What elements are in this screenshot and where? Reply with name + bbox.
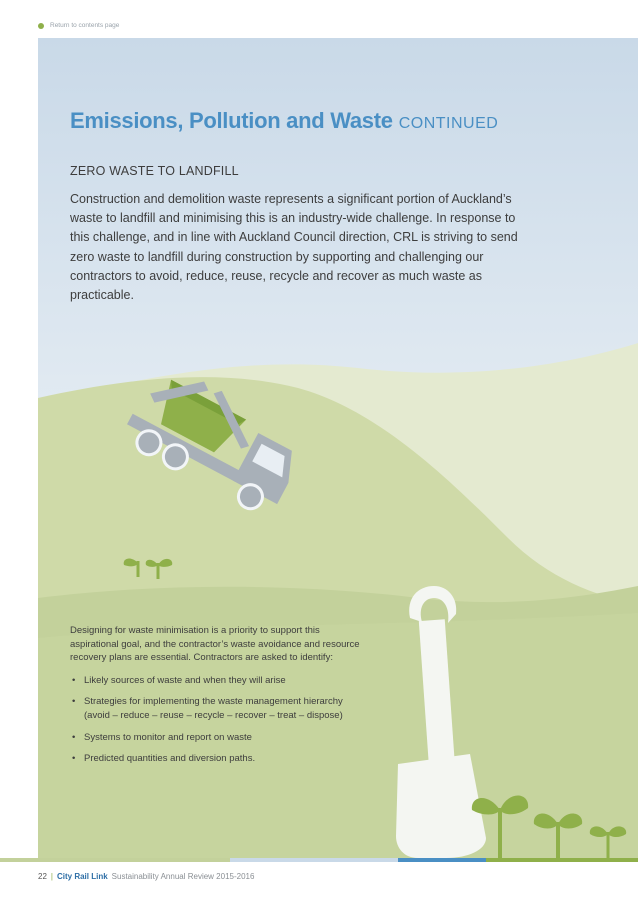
list-item <box>70 731 360 745</box>
bullet-dot-icon <box>38 23 44 29</box>
return-to-contents-link[interactable] <box>38 22 119 29</box>
details-paragraph: Designing for waste minimisation is a priority to support this aspirational goal, and the contractor’s waste avoidance and resource recovery plans are essential. Contractors are asked to identify: <box>70 625 360 664</box>
list-item-text: Predicted quantities and diversion paths. <box>84 753 256 765</box>
list-item <box>70 752 360 766</box>
return-link-label: Return to contents page <box>50 22 120 29</box>
footer-brand: City Rail Link <box>56 872 108 881</box>
list-item-text: Likely sources of waste and when they will arise <box>84 674 286 686</box>
title-continued: CONTINUED <box>398 115 499 132</box>
bullet-icon: • <box>72 753 76 765</box>
list-item-text: Systems to monitor and report on waste <box>84 731 252 743</box>
footer-color-bar <box>0 858 638 862</box>
content-panel <box>38 38 638 858</box>
bullet-icon: • <box>72 731 76 743</box>
bullet-icon: • <box>72 674 76 686</box>
page-footer <box>38 872 254 881</box>
footer-separator: | <box>50 872 53 881</box>
section-title <box>70 108 498 134</box>
bullet-icon: • <box>72 696 76 708</box>
details-block <box>70 624 360 774</box>
intro-paragraph: Construction and demolition waste represents a significant portion of Auckland’s waste to landfill and minimising this is an industry-wide challenge. In response to this challenge, and in line with Auckland Council direction, CRL is striving to send zero waste to landfill during construction by supporting and challenging our contractors to avoid, reduce, reuse, recycle and recover as much waste as practicable. <box>70 192 518 303</box>
footer-report-title: Sustainability Annual Review 2015-2016 <box>111 872 255 881</box>
title-main: Emissions, Pollution and Waste <box>70 108 393 133</box>
page-number: 22 <box>38 872 47 881</box>
subheading: ZERO WASTE TO LANDFILL <box>70 164 239 178</box>
list-item-text: Strategies for implementing the waste management hierarchy (avoid – reduce – reuse – recycle – recover – treat – dispose) <box>84 696 343 721</box>
list-item <box>70 695 360 722</box>
bullet-list <box>70 674 360 766</box>
list-item <box>70 674 360 688</box>
